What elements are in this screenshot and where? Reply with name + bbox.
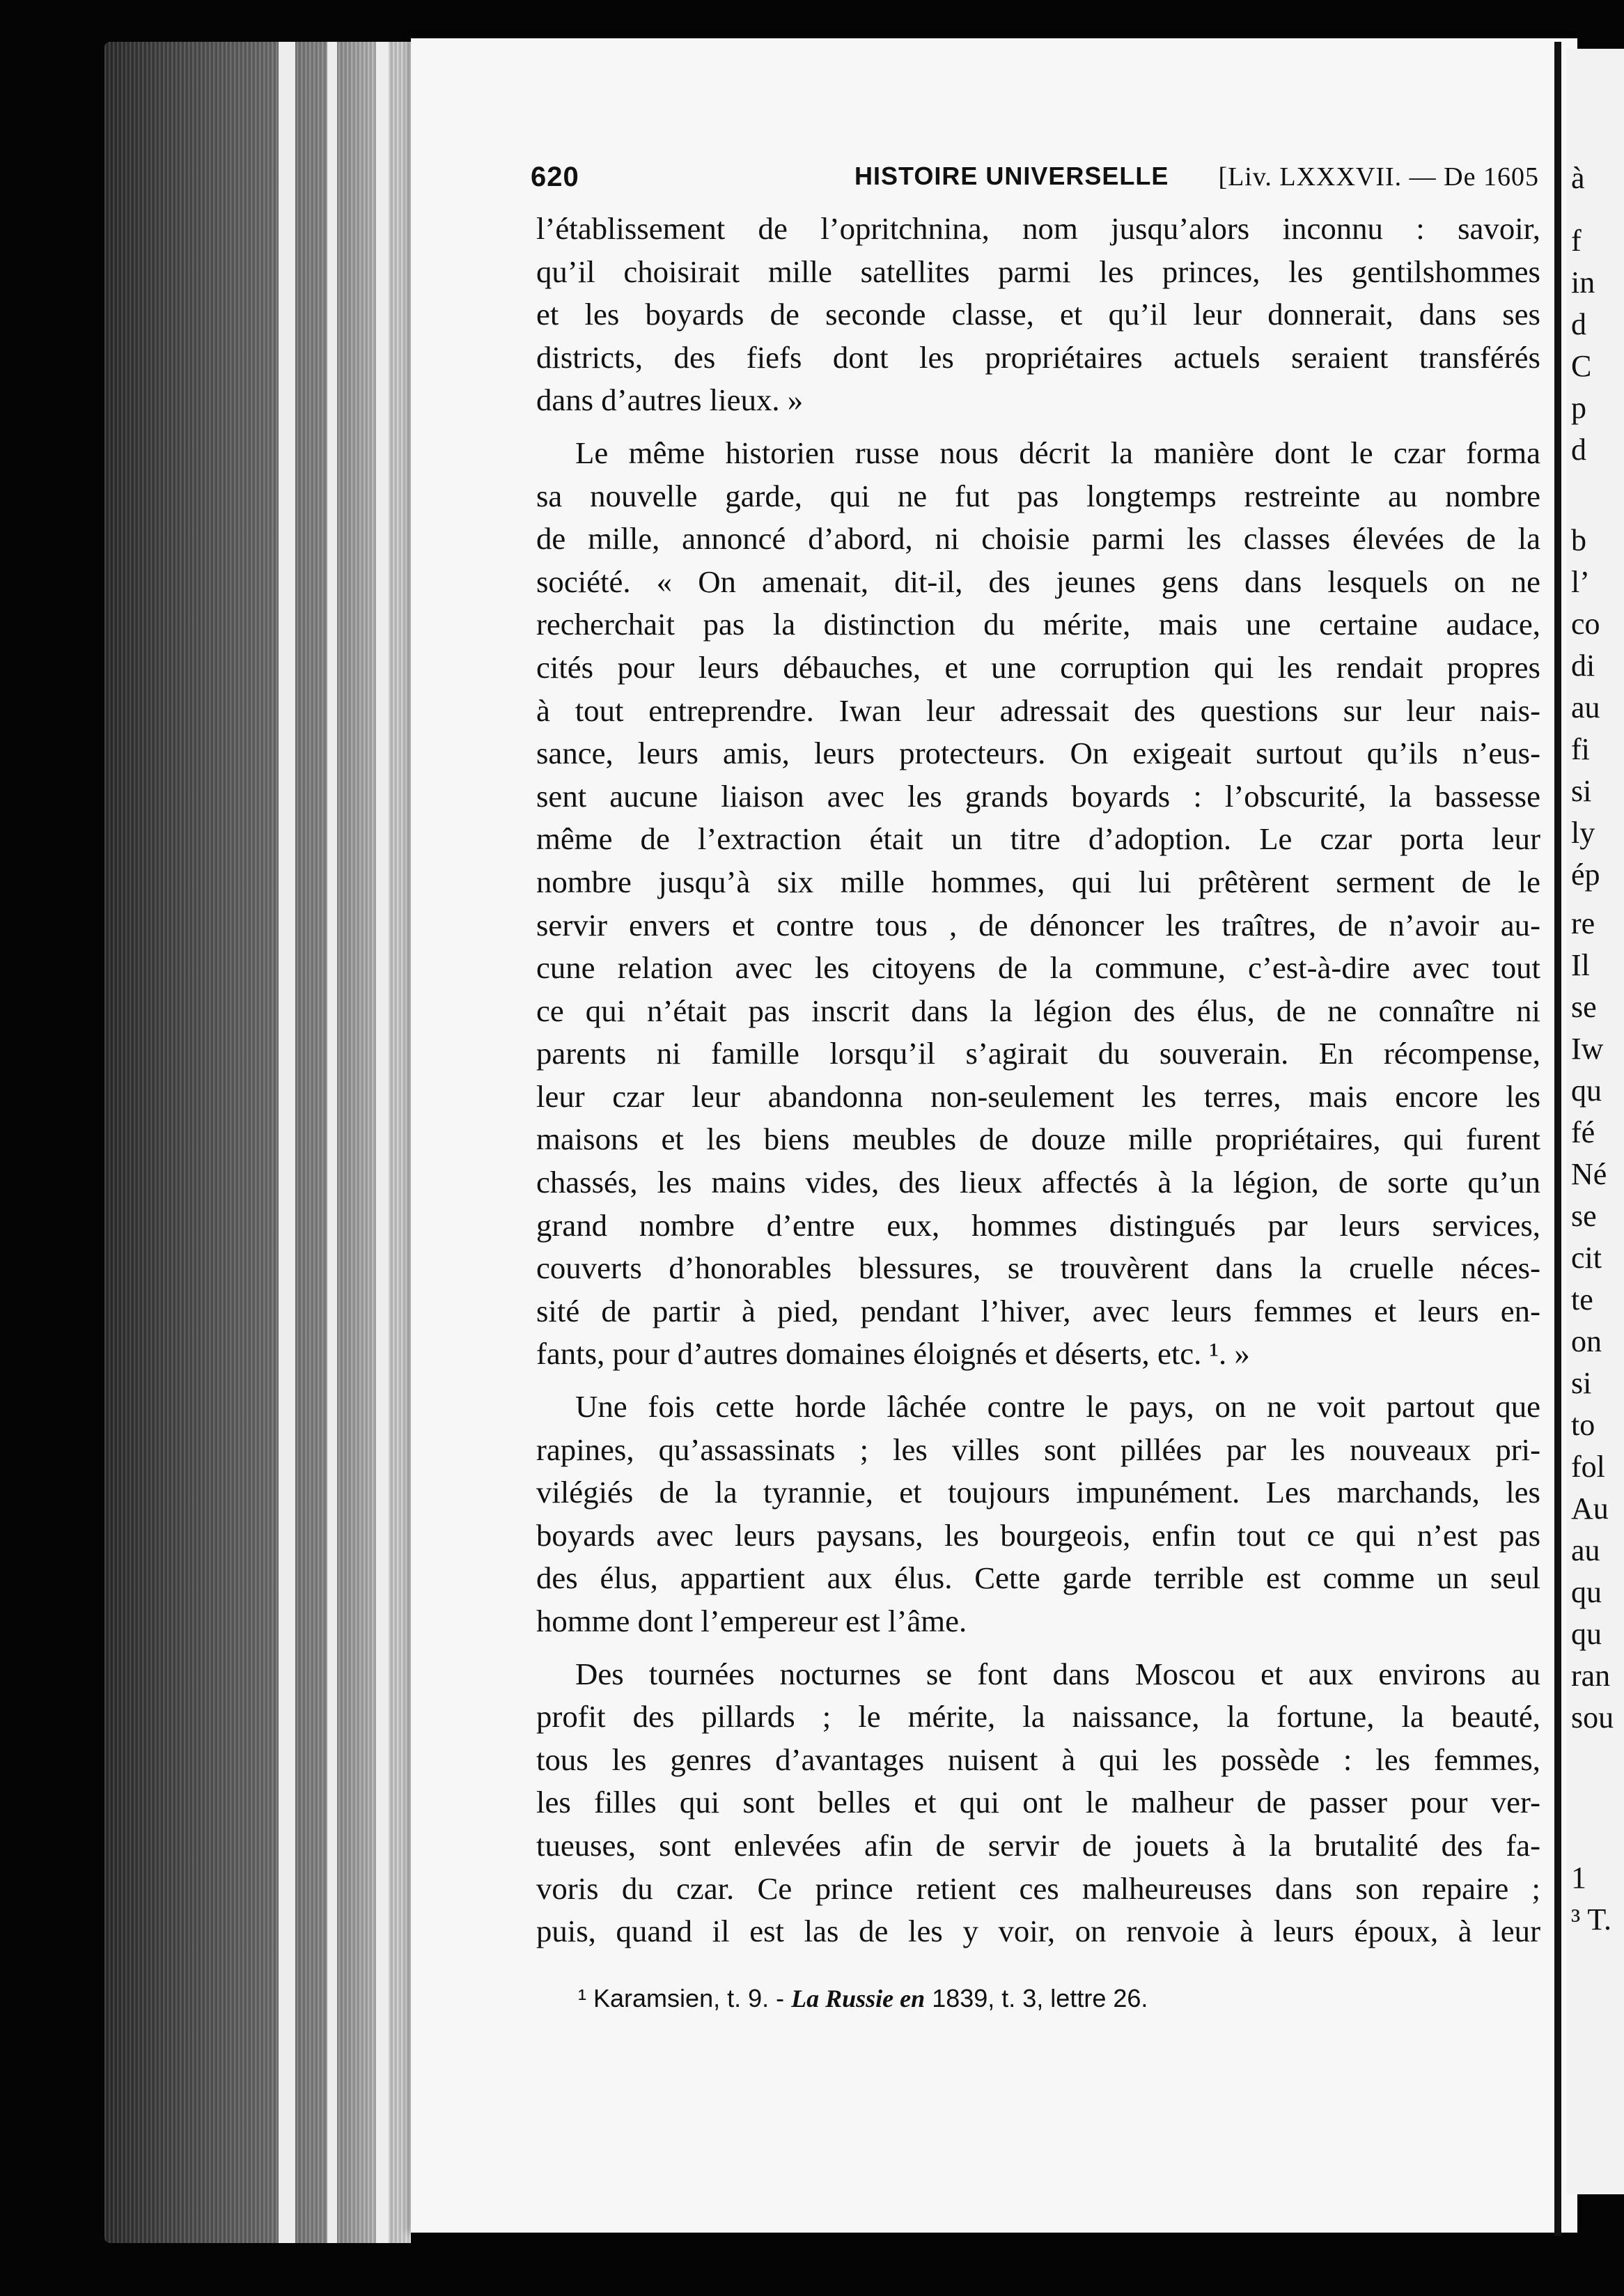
- text-line: tous les genres d’avantages nuisent à qui les possède : les femmes,: [536, 1742, 1540, 1777]
- footnote-detail: 1839, t. 3, lettre 26.: [932, 1984, 1148, 2012]
- next-page-text: 1: [1571, 1861, 1586, 1895]
- next-page-text: se: [1571, 990, 1597, 1024]
- next-page-text: si: [1571, 774, 1592, 808]
- page-gutter: [1554, 42, 1561, 2236]
- text-line: districts, des fiefs dont les propriétaires actuels seraient transférés: [536, 339, 1540, 375]
- text-line: sent aucune liaison avec les grands boyards : l’obscurité, la bassesse: [536, 778, 1540, 814]
- text-line: leur czar leur abandonna non-seulement les terres, mais encore les: [536, 1078, 1540, 1114]
- next-page-text: qu: [1571, 1073, 1602, 1108]
- page-edge-strip: [279, 42, 295, 2243]
- next-page-text: to: [1571, 1408, 1595, 1442]
- text-line: Des tournées nocturnes se font dans Moscou et aux environs au: [575, 1656, 1540, 1691]
- next-page-text: C: [1571, 349, 1592, 383]
- next-page-text: ran: [1571, 1659, 1611, 1693]
- text-line: sité de partir à pied, pendant l’hiver, avec leurs femmes et leurs en-: [536, 1293, 1540, 1328]
- text-line: à tout entreprendre. Iwan leur adressait des questions sur leur nais-: [536, 692, 1540, 728]
- next-page-text: cit: [1571, 1241, 1602, 1275]
- footnote-marker: ¹: [578, 1984, 586, 2012]
- text-line: recherchait pas la distinction du mérite, mais une certaine audace,: [536, 607, 1540, 642]
- text-line: qu’il choisirait mille satellites parmi les princes, les gentilshommes: [536, 254, 1540, 289]
- next-page-text: co: [1571, 607, 1600, 641]
- text-line: cune relation avec les citoyens de la commune, c’est-à-dire avec tout: [536, 950, 1540, 986]
- next-page-text: te: [1571, 1282, 1593, 1317]
- text-line: vilégiés de la tyrannie, et toujours impunément. Les marchands, les: [536, 1475, 1540, 1510]
- page-number: 620: [531, 162, 579, 192]
- next-page-text: se: [1571, 1199, 1597, 1233]
- text-line: ce qui n’était pas inscrit dans la légion des élus, de ne connaître ni: [536, 993, 1540, 1028]
- text-line: sance, leurs amis, leurs protecteurs. On exigeait surtout qu’ils n’eus-: [536, 736, 1540, 771]
- next-page-text: Né: [1571, 1157, 1607, 1191]
- next-page-text: on: [1571, 1324, 1602, 1358]
- page-edge-strip: [327, 42, 337, 2243]
- text-line: Une fois cette horde lâchée contre le pays, on ne voit partout que: [575, 1389, 1540, 1425]
- next-page-fragment: [1567, 49, 1624, 2194]
- text-line: tueuses, sont enlevées afin de servir de jouets à la brutalité des fa-: [536, 1827, 1540, 1863]
- next-page-text: Il: [1571, 948, 1590, 982]
- next-page-text: fi: [1571, 732, 1590, 766]
- next-page-text: ly: [1571, 816, 1595, 850]
- text-line: nombre jusqu’à six mille hommes, qui lui prêtèrent serment de le: [536, 864, 1540, 899]
- next-page-text: re: [1571, 906, 1595, 940]
- text-line: servir envers et contre tous , de dénoncer les traîtres, de n’avoir au-: [536, 907, 1540, 943]
- text-line: profit des pillards ; le mérite, la naissance, la fortune, la beauté,: [536, 1699, 1540, 1735]
- next-page-text: di: [1571, 649, 1595, 683]
- next-page-text: b: [1571, 523, 1586, 557]
- paragraph-gap: [536, 1376, 1540, 1386]
- footnote-title: La Russie en: [791, 1985, 926, 2012]
- next-page-text: fol: [1571, 1450, 1605, 1484]
- text-line: rapines, qu’assassinats ; les villes sont pillées par les nouveaux pri-: [536, 1432, 1540, 1467]
- text-line: homme dont l’empereur est l’âme.: [536, 1604, 967, 1638]
- running-title: HISTOIRE UNIVERSELLE: [854, 162, 1169, 190]
- text-line: grand nombre d’entre eux, hommes distingués par leurs services,: [536, 1207, 1540, 1243]
- next-page-text: Au: [1571, 1491, 1609, 1526]
- next-page-text: au: [1571, 1533, 1600, 1567]
- next-page-text: ép: [1571, 858, 1600, 892]
- text-line: couverts d’honorables blessures, se trouvèrent dans la cruelle néces-: [536, 1250, 1540, 1286]
- next-page-text: Iw: [1571, 1032, 1604, 1066]
- text-line: dans d’autres lieux. »: [536, 382, 804, 418]
- text-line: fants, pour d’autres domaines éloignés et déserts, etc. ¹. »: [536, 1336, 1250, 1372]
- text-line: maisons et les biens meubles de douze mille propriétaires, qui furent: [536, 1122, 1540, 1157]
- text-line: société. « On amenait, dit-il, des jeunes gens dans lesquels on ne: [536, 564, 1540, 599]
- book-fore-edge: [104, 42, 411, 2243]
- text-line: boyards avec leurs paysans, les bourgeois, enfin tout ce qui n’est pas: [536, 1517, 1540, 1553]
- page-edge-strip: [376, 42, 389, 2243]
- running-section: [Liv. LXXXVII. — De 1605: [1218, 162, 1539, 192]
- next-page-text: d: [1571, 307, 1586, 341]
- text-line: des élus, appartient aux élus. Cette garde terrible est comme un seul: [536, 1560, 1540, 1596]
- next-page-text: fé: [1571, 1115, 1595, 1149]
- text-line: Le même historien russe nous décrit la manière dont le czar forma: [575, 435, 1540, 470]
- footnote-source: Karamsien, t. 9. -: [593, 1984, 785, 2012]
- paragraph-gap: [536, 422, 1540, 432]
- text-line: chassés, les mains vides, des lieux affectés à la légion, de sorte qu’un: [536, 1165, 1540, 1200]
- next-page-text: si: [1571, 1366, 1592, 1400]
- text-line: cités pour leurs débauches, et une corruption qui les rendait propres: [536, 649, 1540, 685]
- next-page-text: qu: [1571, 1617, 1602, 1651]
- running-header: [531, 162, 1539, 203]
- text-line: de mille, annoncé d’abord, ni choisie parmi les classes élevées de la: [536, 521, 1540, 557]
- footnote: [578, 1984, 1148, 2013]
- next-page-text: ³ T.: [1571, 1902, 1612, 1937]
- next-page-text: in: [1571, 265, 1595, 300]
- text-line: même de l’extraction était un titre d’adoption. Le czar porta leur: [536, 821, 1540, 857]
- text-line: et les boyards de seconde classe, et qu’il leur donnerait, dans ses: [536, 297, 1540, 332]
- next-page-text: au: [1571, 690, 1600, 724]
- next-page-text: f: [1571, 224, 1582, 258]
- next-page-text: p: [1571, 391, 1586, 425]
- text-line: les filles qui sont belles et qui ont le malheur de passer pour ver-: [536, 1785, 1540, 1820]
- text-line: parents ni famille lorsqu’il s’agirait du souverain. En récompense,: [536, 1036, 1540, 1071]
- next-page-text: l’: [1571, 565, 1590, 599]
- next-page-text: qu: [1571, 1575, 1602, 1609]
- text-line: puis, quand il est las de les y voir, on renvoie à leurs époux, à leur: [536, 1914, 1540, 1949]
- next-page-text: à: [1571, 161, 1585, 195]
- text-line: sa nouvelle garde, qui ne fut pas longtemps restreinte au nombre: [536, 478, 1540, 513]
- next-page-text: d: [1571, 433, 1586, 467]
- body-text: [536, 208, 1540, 1953]
- next-page-text: sou: [1571, 1700, 1614, 1735]
- text-line: voris du czar. Ce prince retient ces malheureuses dans son repaire ;: [536, 1870, 1540, 1906]
- text-line: l’établissement de l’opritchnina, nom jusqu’alors inconnu : savoir,: [536, 211, 1540, 246]
- paragraph-gap: [536, 1643, 1540, 1653]
